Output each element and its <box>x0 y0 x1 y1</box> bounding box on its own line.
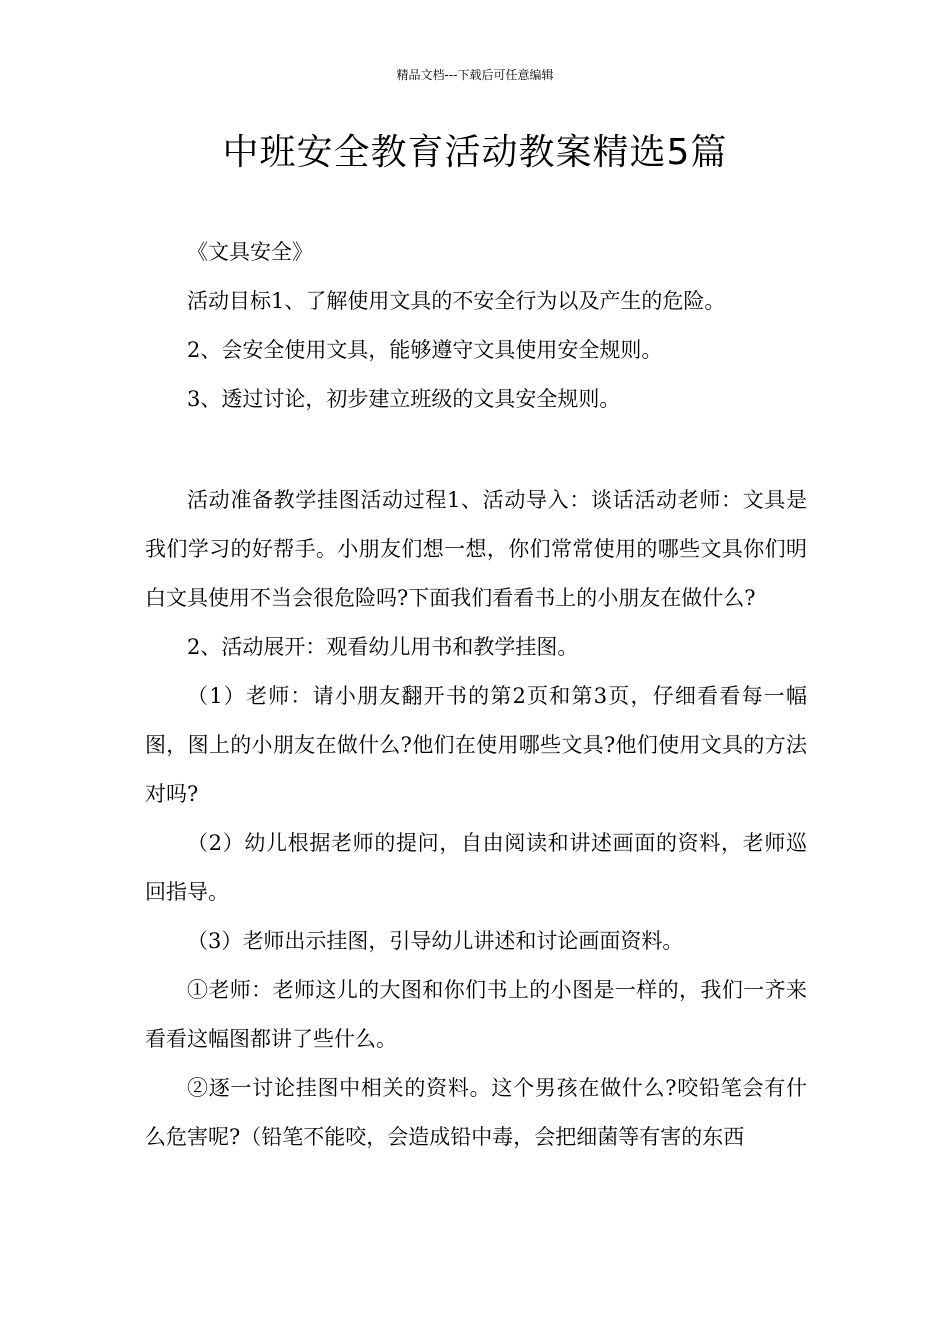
paragraph: 活动准备教学挂图活动过程1、活动导入：谈话活动老师：文具是我们学习的好帮手。小朋友们想一想，你们常常使用的哪些文具你们明白文具使用不当会很危险吗?下面我们看看书上的小朋友在做什么? <box>145 488 807 610</box>
paragraph: 2、活动展开：观看幼儿用书和教学挂图。 <box>187 635 579 659</box>
paragraph: （3）老师出示挂图，引导幼儿讲述和讨论画面资料。 <box>187 929 684 953</box>
paragraph: 活动目标1、了解使用文具的不安全行为以及产生的危险。 <box>187 289 726 313</box>
document-title: 中班安全教育活动教案精选5篇 <box>222 132 728 173</box>
section-process <box>145 476 807 1162</box>
section-objectives <box>145 228 807 424</box>
paragraph: ②逐一讨论挂图中相关的资料。这个男孩在做什么?咬铅笔会有什么危害呢?（铅笔不能咬，会造成铅中毒，会把细菌等有害的东西 <box>145 1076 807 1149</box>
page-header: 精品文档---下载后可任意编辑 <box>396 68 554 82</box>
paragraph: 2、会安全使用文具，能够遵守文具使用安全规则。 <box>187 338 663 362</box>
paragraph: ①老师：老师这儿的大图和你们书上的小图是一样的，我们一齐来看看这幅图都讲了些什么。 <box>145 978 807 1051</box>
paragraph: 《文具安全》 <box>187 240 313 264</box>
paragraph: 3、透过讨论，初步建立班级的文具安全规则。 <box>187 387 621 411</box>
paragraph: （2）幼儿根据老师的提问，自由阅读和讲述画面的资料，老师巡回指导。 <box>145 831 807 904</box>
paragraph: （1）老师：请小朋友翻开书的第2页和第3页，仔细看看每一幅图，图上的小朋友在做什么?他们在使用哪些文具?他们使用文具的方法对吗? <box>145 684 807 806</box>
